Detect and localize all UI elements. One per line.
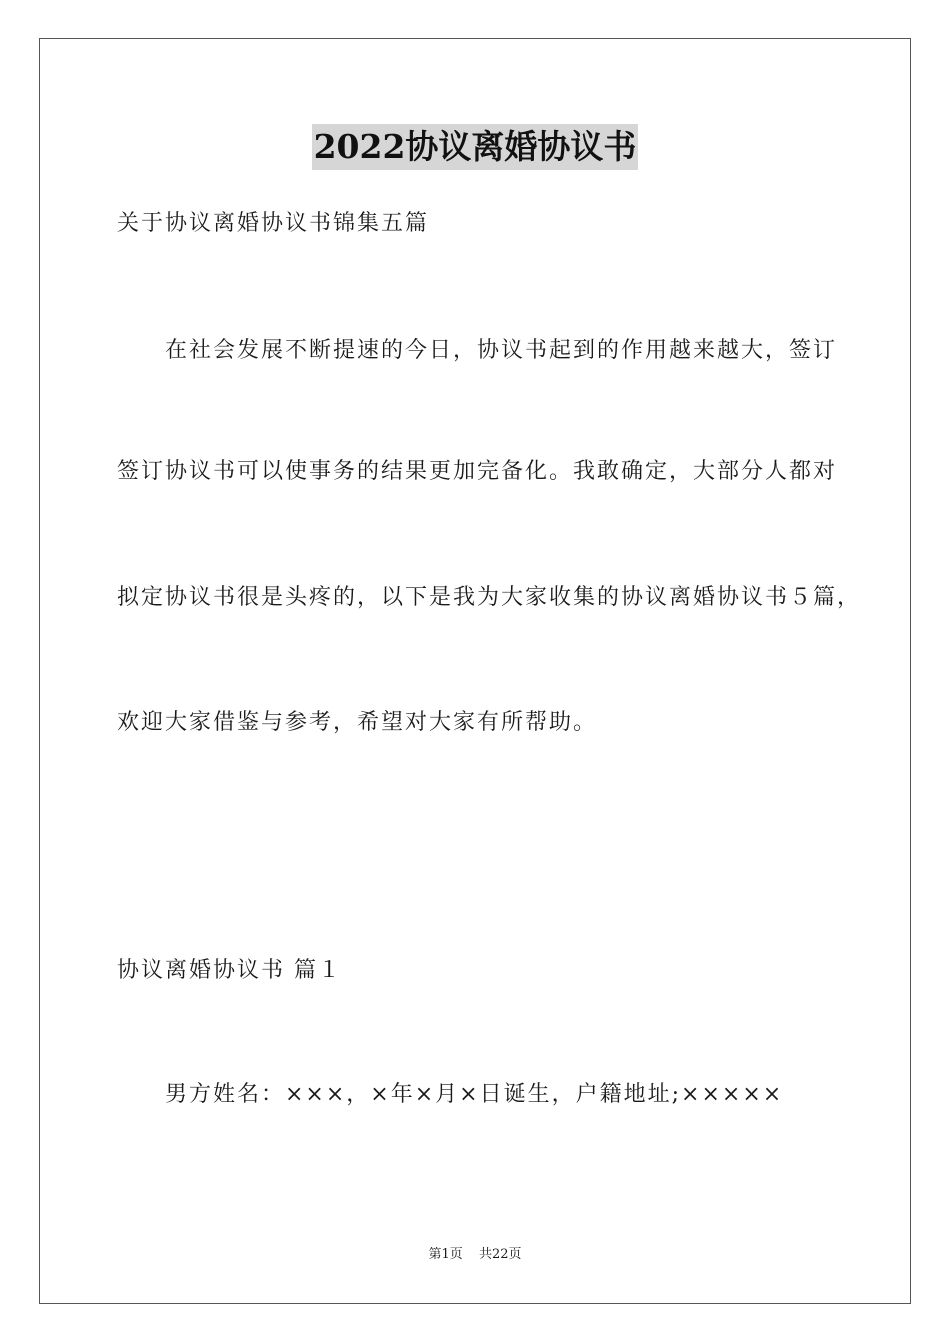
- page-total: 共22页: [478, 1247, 522, 1262]
- section-body-line: 男方姓名：×××，×年×月×日诞生，户籍地址;×××××: [165, 1082, 784, 1107]
- section-heading: 协议离婚协议书 篇１: [117, 958, 342, 983]
- title-container: [0, 124, 950, 170]
- document-subtitle: 关于协议离婚协议书锦集五篇: [117, 211, 430, 236]
- intro-line-2: 签订协议书可以使事务的结果更加完备化。我敢确定，大部分人都对: [117, 459, 838, 484]
- document-title: 2022协议离婚协议书: [312, 124, 639, 170]
- intro-line-3: 拟定协议书很是头疼的，以下是我为大家收集的协议离婚协议书５篇，: [117, 585, 862, 610]
- page-number: 第1页: [428, 1247, 463, 1262]
- intro-line-1: 在社会发展不断提速的今日，协议书起到的作用越来越大，签订: [165, 338, 838, 363]
- intro-line-4: 欢迎大家借鉴与参考，希望对大家有所帮助。: [117, 710, 598, 735]
- page-footer: [0, 1246, 950, 1264]
